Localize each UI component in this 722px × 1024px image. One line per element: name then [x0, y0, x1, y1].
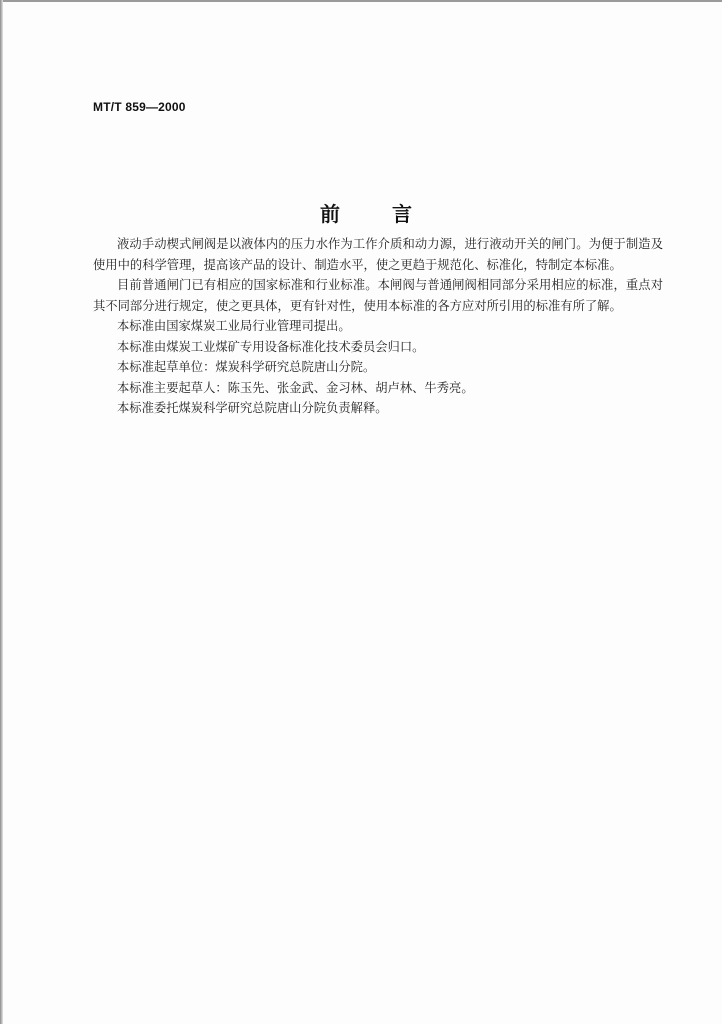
scan-edge-top — [0, 0, 722, 2]
item-committee: 本标准由煤炭工业煤矿专用设备标准化技术委员会归口。 — [117, 339, 425, 354]
scan-edge-left — [0, 0, 3, 1024]
title-char-1: 前 — [320, 202, 340, 226]
paragraph-1: 液动手动楔式闸阀是以液体内的压力水作为工作介质和动力源，进行液动开关的闸门。为便于制造及使用中的科学管理，提高该产品的设计、制造水平，使之更趋于规范化、标准化，特制定本标准。 — [93, 237, 663, 272]
item-interpretation: 本标准委托煤炭科学研究总院唐山分院负责解释。 — [117, 401, 388, 415]
item-drafting-unit: 本标准起草单位：煤炭科学研究总院唐山分院。 — [117, 360, 376, 374]
item-drafters: 本标准主要起草人：陈玉先、张金武、金习林、胡卢林、牛秀亮。 — [117, 380, 474, 395]
foreword-body — [93, 234, 663, 419]
title-char-2: 言 — [392, 202, 412, 226]
standard-code: MT/T 859—2000 — [93, 100, 186, 114]
paragraph-2: 目前普通闸门已有相应的国家标准和行业标准。本闸阀与普通闸阀相同部分采用相应的标准，重点对其不同部分进行规定，使之更具体，更有针对性，使用本标准的各方应对所引用的标准有所了解。 — [93, 278, 663, 313]
item-proposer: 本标准由国家煤炭工业局行业管理司提出。 — [117, 319, 351, 333]
page-title — [320, 198, 430, 227]
